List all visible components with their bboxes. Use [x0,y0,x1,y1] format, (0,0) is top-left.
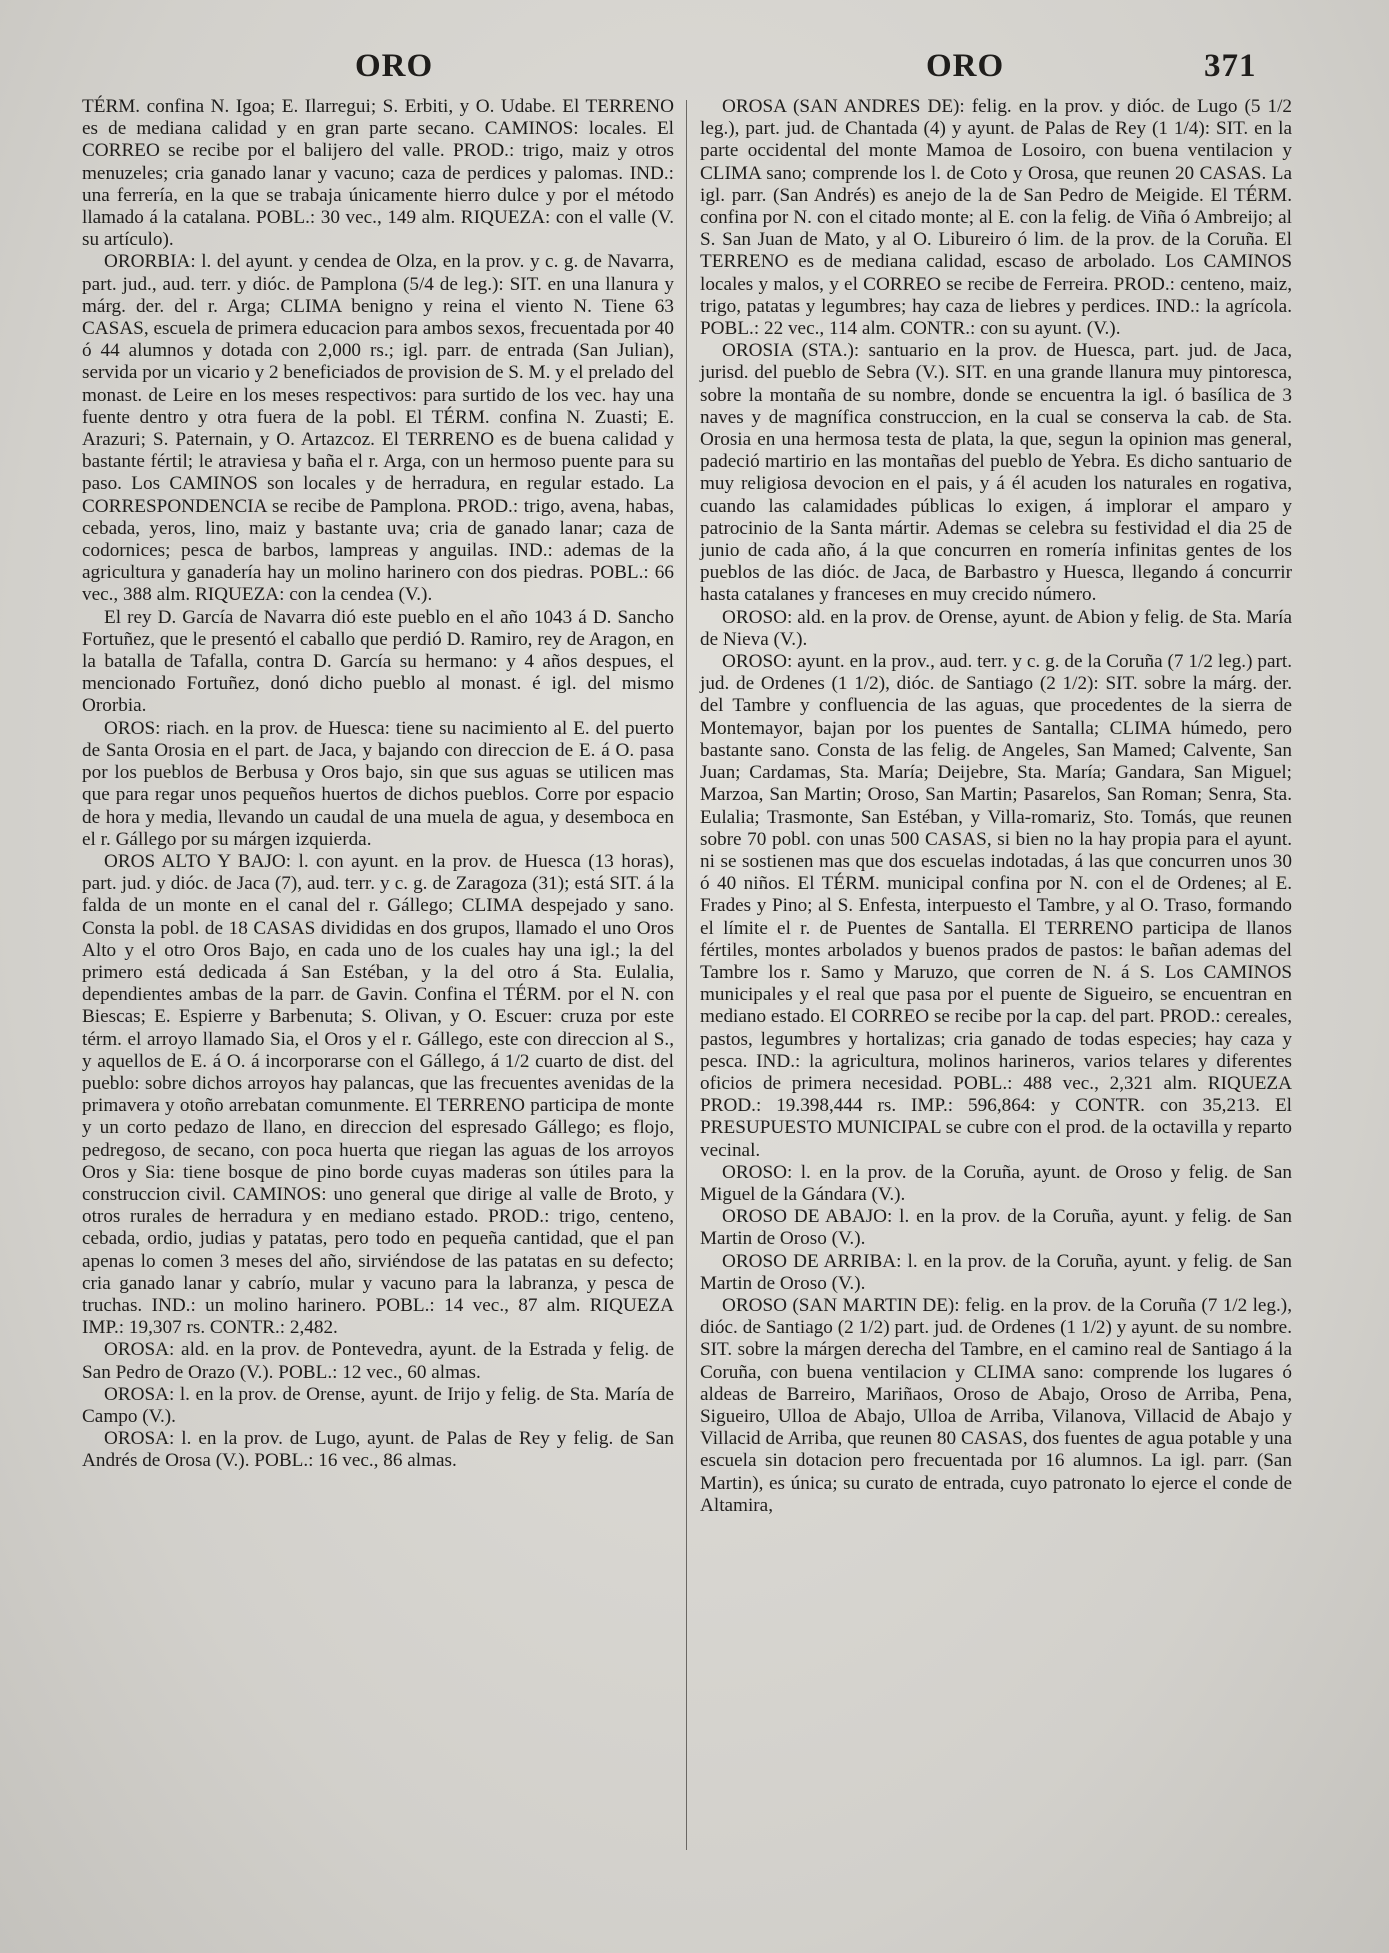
entry-oroso-ayuntamiento: OROSO: ayunt. en la prov., aud. terr. y c. g. de la Coruña (7 1/2 leg.) part. jud. de Ordenes (1 1/2), dióc. de Santiago (2 1/2): SIT. sobre la márg. der. del Tambre y confluencia de las aguas, que procedentes de la sierra de Montemayor, bajan por los puentes de Santalla; CLIMA húmedo, pero bastante sano. Consta de las felig. de Angeles, San Mamed; Calvente, San Juan; Cardamas, Sta. María; Deijebre, Sta. María; Gandara, San Miguel; Marzoa, San Martin; Oroso, San Martin; Pasarelos, San Roman; Senra, Sta. Eulalia; Trasmonte, San Estéban, y Villa-romariz, Sto. Tomás, que reunen sobre 70 pobl. con unas 500 CASAS, si bien no la hay propia para el ayunt. ni se sostienen mas que dos escuelas indotadas, á las que concurren unos 30 ó 40 niños. El TÉRM. municipal confina por N. con el de Ordenes; al E. Frades y Pino; al S. Enfesta, interpuesto el Tambre, y al O. Traso, formando el límite el r. de Puentes de Santalla. El TERRENO participa de llanos fértiles, montes arbolados y buenos prados de pastos: le bañan ademas del Tambre los r. Samo y Maruzo, que corren de N. á S. Los CAMINOS municipales y el real que pasa por el puente de Sigueiro, se encuentran en mediano estado. El CORREO se recibe por la cap. del part. PROD.: cereales, pastos, legumbres y hortalizas; cria ganado de todas especies; hay caza y pesca. IND.: la agricultura, molinos harineros, varios telares y diferentes oficios de primera necesidad. POBL.: 488 vec., 2,321 alm. RIQUEZA PROD.: 19.398,444 rs. IMP.: 596,864: y CONTR. con 35,213. El PRESUPUESTO MUNICIPAL se cubre con el prod. de la octavilla y reparto vecinal. [700,651,1292,1161]
entry-orosa-pontevedra: OROSA: ald. en la prov. de Pontevedra, ayunt. de la Estrada y felig. de San Pedro de Orazo (V.). POBL.: 12 vec., 60 almas. [82,1339,674,1383]
entry-oros: OROS: riach. en la prov. de Huesca: tiene su nacimiento al E. del puerto de Santa Orosia en el part. de Jaca, y bajando con direccion de E. á O. pasa por los pueblos de Berbusa y Oros bajo, sin que sus aguas se utilicen mas que para regar unos pequeños huertos de dichos pueblos. Corre por espacio de hora y media, llevando un caudal de una muela de agua, y desemboca en el r. Gállego por su márgen izquierda. [82,717,674,850]
entry-orosa-orense: OROSA: l. en la prov. de Orense, ayunt. de Irijo y felig. de Sta. María de Campo (V.). [82,1383,674,1427]
column-divider [686,100,687,1850]
entry-orosia-santa: OROSIA (STA.): santuario en la prov. de Huesca, part. jud. de Jaca, jurisd. del pueblo de Sebra (V.). SIT. en una grande llanura muy pintoresca, sobre la montaña de su nombre, donde se encuentra la igl. ó basílica de 3 naves y de magnífica construccion, en la cual se conserva la cab. de Sta. Orosia en una hermosa testa de plata, la que, segun la opinion mas general, padeció martirio en las montañas del pueblo de Yebra. Es dicho santuario de muy religiosa devocion en el pais, y á él acuden los naturales en rogativa, cuando las calamidades públicas lo exigen, á implorar el amparo y patrocinio de la Santa mártir. Ademas se celebra su festividad el dia 25 de junio de cada año, á la que concurren en romería infinitas gentes de los pueblos de las dióc. de Jaca, de Barbastro y Huesca, llegando á concurrir hasta catalanes y franceses en muy crecido número. [700,340,1292,606]
entry-oroso-gandara: OROSO: l. en la prov. de la Coruña, ayunt. de Oroso y felig. de San Miguel de la Gándara (V.). [700,1161,1292,1205]
entry-oroso-san-martin: OROSO (SAN MARTIN DE): felig. en la prov. de la Coruña (7 1/2 leg.), dióc. de Santiago (2 1/2) part. jud. de Ordenes (1 1/2) y ayunt. de su nombre. SIT. sobre la márgen derecha del Tambre, en el camino real de Santiago á la Coruña, con buena ventilacion y CLIMA sano: comprende los lugares ó aldeas de Barreiro, Mariñaos, Oroso de Abajo, Oroso de Arriba, Pena, Sigueiro, Ulloa de Abajo, Ulloa de Arriba, Vilanova, Villacid de Abajo y Villacid de Arriba, que reunen 80 CASAS, dos fuentes de agua potable y una escuela sin dotacion pero frecuentada por 16 alumnos. La igl. parr. (San Martin), es única; su curato de entrada, cuyo patronato lo ejerce el conde de Altamira, [700,1294,1292,1516]
running-head-right: ORO [926,48,1005,84]
entry-oroso-de-abajo: OROSO DE ABAJO: l. en la prov. de la Coruña, ayunt. y felig. de San Martin de Oroso (V.). [700,1206,1292,1250]
entry-oroso-orense: OROSO: ald. en la prov. de Orense, ayunt. de Abion y felig. de Sta. María de Nieva (V.). [700,606,1292,650]
entry-oroso-de-arriba: OROSO DE ARRIBA: l. en la prov. de la Coruña, ayunt. y felig. de San Martin de Oroso (V.). [700,1250,1292,1294]
entry-ororbia: ORORBIA: l. del ayunt. y cendea de Olza, en la prov. y c. g. de Navarra, part. jud., aud. terr. y dióc. de Pamplona (5/4 de leg.): SIT. en una llanura y márg. der. del r. Arga; CLIMA benigno y reina el viento N. Tiene 63 CASAS, escuela de primera educacion para ambos sexos, frecuentada por 40 ó 44 alumnos y dotada con 2,000 rs.; igl. parr. de entrada (San Julian), servida por un vicario y 2 beneficiados de provision de S. M. y el prelado del monast. de Leire en los meses respectivos: para surtido de los vec. hay una fuente dentro y otra fuera de la pobl. El TÉRM. confina N. Zuasti; E. Arazuri; S. Paternain, y O. Artazcoz. El TERRENO es de buena calidad y bastante fértil; le atraviesa y baña el r. Arga, con un hermoso puente para su paso. Los CAMINOS son locales y de herradura, en regular estado. La CORRESPONDENCIA se recibe de Pamplona. PROD.: trigo, avena, habas, cebada, yeros, lino, maiz y bastante uva; cria de ganado lanar; caza de codornices; pesca de barbos, lampreas y anguilas. IND.: ademas de la agricultura y ganadería hay un molino harinero con dos piedras. POBL.: 66 vec., 388 alm. RIQUEZA: con la cendea (V.). [82,251,674,606]
entry-oros-alto-y-bajo: OROS ALTO Y BAJO: l. con ayunt. en la prov. de Huesca (13 horas), part. jud. y dióc. de Jaca (7), aud. terr. y c. g. de Zaragoza (31); está SIT. á la falda de un monte en el canal del r. Gállego; CLIMA despejado y sano. Consta la pobl. de 18 CASAS divididas en dos grupos, llamado el uno Oros Alto y el otro Oros Bajo, en cada uno de los cuales hay una igl.; la del primero está dedicada á San Estéban, y la del otro á Sta. Eulalia, dependientes ambas de la parr. de Gavin. Confina el TÉRM. por el N. con Biescas; E. Espierre y Barbenuta; S. Olivan, y O. Escuer: cruza por este térm. el arroyo llamado Sia, el Oros y el r. Gállego, este con direccion al S., y aquellos de E. á O. á incorporarse con el Gállego, á 1/2 cuarto de dist. del pueblo: sobre dichos arroyos hay palancas, que las frecuentes avenidas de la primavera y otoño arrebatan comunmente. El TERRENO participa de monte y un corto pedazo de llano, en direccion del espresado Gállego; es flojo, pedregoso, de secano, con poca huerta que riegan las aguas de los arroyos Oros y Sia: tiene bosque de pino borde cuyas maderas son útiles para la construccion civil. CAMINOS: uno general que dirige al valle de Broto, y otros rurales de herradura y en mediano estado. PROD.: trigo, centeno, cebada, ordio, judias y patatas, pero todo en pequeña cantidad, que el pan apenas lo comen 3 meses del año, sirviéndose de las patatas en su defecto; cria ganado lanar y cabrío, mular y vacuno para la labranza, y pesca de truchas. IND.: un molino harinero. POBL.: 14 vec., 87 alm. RIQUEZA IMP.: 19,307 rs. CONTR.: 2,482. [82,850,674,1339]
entry-orosa-lugo: OROSA: l. en la prov. de Lugo, ayunt. de Palas de Rey y felig. de San Andrés de Orosa (V.). POBL.: 16 vec., 86 almas. [82,1428,674,1472]
running-head-left: ORO [355,48,434,84]
entry-ororbia-history: El rey D. García de Navarra dió este pueblo en el año 1043 á D. Sancho Fortuñez, que le presentó el caballo que perdió D. Ramiro, rey de Aragon, en la batalla de Tafalla, contra D. García su hermano: y 4 años despues, el mencionado Fortuñez, donó dicho pueblo al monast. é igl. del mismo Ororbia. [82,606,674,717]
page-number: 371 [1204,48,1257,84]
entry-orosa-san-andres: OROSA (SAN ANDRES DE): felig. en la prov. y dióc. de Lugo (5 1/2 leg.), part. jud. de Chantada (4) y ayunt. de Palas de Rey (1 1/4): SIT. en la parte occidental del monte Mamoa de Losoiro, con buena ventilacion y CLIMA sano; comprende los l. de Coto y Orosa, que reunen 20 CASAS. La igl. parr. (San Andrés) es anejo de la de San Pedro de Meigide. El TÉRM. confina por N. con el citado monte; al E. con la felig. de Viña ó Ambreijo; al S. San Juan de Mato, y al O. Libureiro ó lim. de la prov. de la Coruña. El TERRENO es de mediana calidad, escaso de arbolado. Los CAMINOS locales y malos, y el CORREO se recibe de Ferreira. PROD.: centeno, maiz, trigo, patatas y legumbres; hay caza de liebres y perdices. IND.: la agrícola. POBL.: 22 vec., 114 alm. CONTR.: con su ayunt. (V.). [700,96,1292,340]
entry-left-1: TÉRM. confina N. Igoa; E. Ilarregui; S. Erbiti, y O. Udabe. El TERRENO es de mediana calidad y en gran parte secano. CAMINOS: locales. El CORREO se recibe por el balijero del valle. PROD.: trigo, maiz y otros menuzeles; cria ganado lanar y vacuno; caza de perdices y palomas. IND.: una ferrería, en la que se trabaja únicamente hierro dulce y por el método llamado á la catalana. POBL.: 30 vec., 149 alm. RIQUEZA: con el valle (V. su artículo). [82,96,674,251]
left-column [82,96,674,1473]
right-column [700,96,1292,1517]
